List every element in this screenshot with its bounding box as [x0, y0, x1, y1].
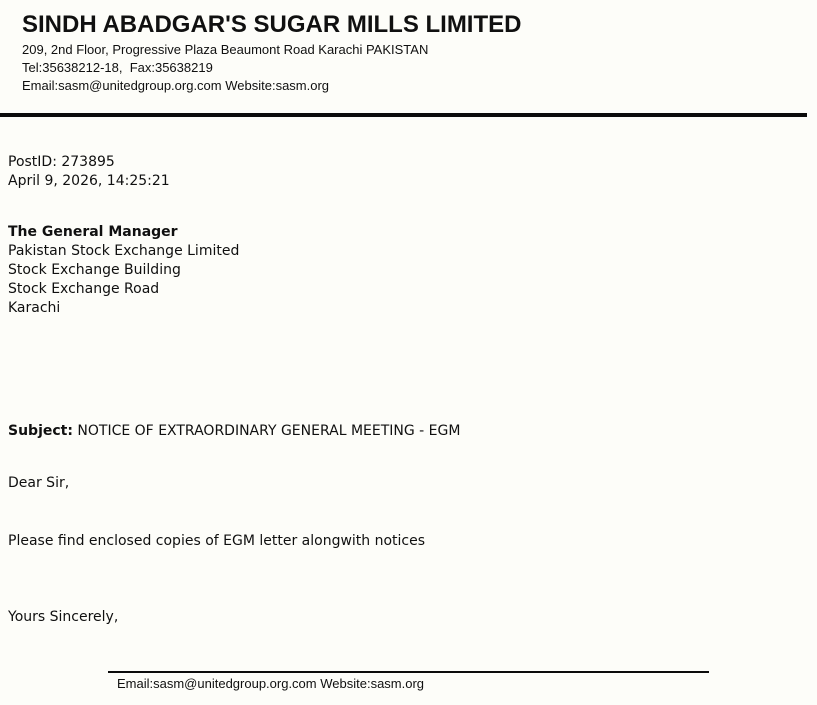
- recipient-block: [8, 223, 817, 318]
- date-time: April 9, 2026, 14:25:21: [8, 173, 170, 189]
- letterhead: [0, 0, 817, 94]
- post-id: PostID: 273895: [8, 154, 115, 170]
- footer-email-website: Email:sasm@unitedgroup.org.com Website:sasm.org: [117, 676, 425, 691]
- letterhead-divider: [0, 113, 807, 117]
- salutation: Dear Sir,: [8, 475, 70, 491]
- body-paragraph: Please find enclosed copies of EGM letter alongwith notices: [8, 533, 426, 549]
- subject-text: NOTICE OF EXTRAORDINARY GENERAL MEETING - EGM: [77, 423, 461, 439]
- recipient-title: The General Manager: [8, 224, 178, 240]
- post-meta-block: [8, 153, 817, 191]
- letter-body: [0, 153, 817, 627]
- company-tel-fax: Tel:35638212-18, Fax:35638219: [22, 60, 213, 75]
- recipient-line-2: Stock Exchange Building: [8, 262, 181, 278]
- company-address: 209, 2nd Floor, Progressive Plaza Beaumont Road Karachi PAKISTAN: [22, 42, 429, 57]
- recipient-line-1: Pakistan Stock Exchange Limited: [8, 243, 240, 259]
- company-email-website: Email:sasm@unitedgroup.org.com Website:sasm.org: [22, 78, 330, 93]
- company-name: SINDH ABADGAR'S SUGAR MILLS LIMITED: [22, 11, 522, 38]
- subject-line: [8, 422, 817, 441]
- closing: Yours Sincerely,: [8, 609, 119, 625]
- recipient-line-3: Stock Exchange Road: [8, 281, 160, 297]
- recipient-line-4: Karachi: [8, 300, 61, 316]
- footer-divider: [108, 671, 709, 673]
- subject-label: Subject:: [8, 423, 73, 439]
